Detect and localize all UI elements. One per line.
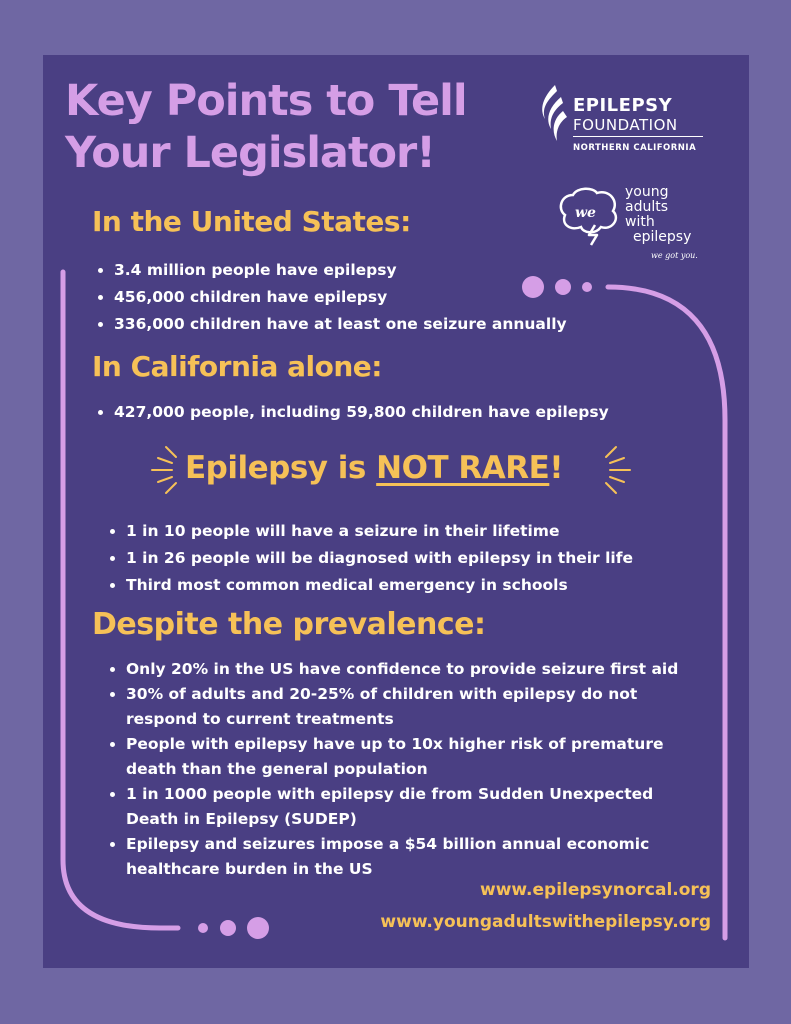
- ya-word-3: with: [625, 214, 655, 230]
- list-item: • 1 in 26 people will be diagnosed with epilepsy in their life: [126, 545, 726, 572]
- title-line-1: Key Points to Tell: [65, 76, 467, 126]
- not-rare-suffix: !: [549, 450, 563, 486]
- list-item: • 336,000 children have at least one seizure annually: [114, 311, 734, 338]
- burst-left-icon: [152, 447, 176, 493]
- heading-despite: Despite the prevalence:: [92, 607, 486, 642]
- ya-tagline: we got you.: [651, 251, 698, 260]
- list-california: [92, 399, 734, 426]
- burst-right-icon: [606, 447, 630, 493]
- list-despite: [104, 657, 706, 882]
- ya-word-2: adults: [625, 199, 669, 215]
- list-united-states: [92, 257, 734, 338]
- title-line-2: Your Legislator!: [65, 128, 435, 178]
- list-item: • 3.4 million people have epilepsy: [114, 257, 734, 284]
- brain-icon: [555, 185, 623, 247]
- list-item: • Third most common medical emergency in schools: [126, 572, 726, 599]
- ya-word-1: young: [625, 184, 669, 200]
- link-epilepsy-norcal[interactable]: www.epilepsynorcal.org: [480, 880, 711, 900]
- heading-united-states: In the United States:: [92, 205, 411, 238]
- list-item: • 427,000 people, including 59,800 children have epilepsy: [114, 399, 734, 426]
- ef-region: NORTHERN CALIFORNIA: [573, 143, 697, 153]
- list-not-rare: [104, 518, 726, 599]
- ef-subname: FOUNDATION: [573, 116, 678, 134]
- ef-name: EPILEPSY: [573, 95, 673, 116]
- dot-bottom-small: [198, 923, 208, 933]
- ya-word-4: epilepsy: [633, 229, 692, 245]
- list-item: • 30% of adults and 20-25% of children with epilepsy do not respond to current treatments: [126, 682, 706, 732]
- list-item: • People with epilepsy have up to 10x higher risk of premature death than the general population: [126, 732, 706, 782]
- dot-bottom-large: [247, 917, 269, 939]
- list-item: • Only 20% in the US have confidence to provide seizure first aid: [126, 657, 706, 682]
- list-item: • 1 in 10 people will have a seizure in their lifetime: [126, 518, 726, 545]
- ya-wordmark: [625, 185, 691, 245]
- dot-bottom-medium: [220, 920, 236, 936]
- epilepsy-foundation-logo: [535, 83, 715, 163]
- not-rare-callout: [185, 450, 563, 486]
- list-item: • 456,000 children have epilepsy: [114, 284, 734, 311]
- heading-california: In California alone:: [92, 350, 382, 383]
- not-rare-prefix: Epilepsy is: [185, 450, 377, 486]
- ya-badge: we: [575, 205, 596, 221]
- ef-divider: [573, 136, 703, 137]
- link-young-adults[interactable]: www.youngadultswithepilepsy.org: [380, 912, 711, 932]
- flame-icon: [535, 83, 569, 145]
- list-item: • 1 in 1000 people with epilepsy die from Sudden Unexpected Death in Epilepsy (SUDEP): [126, 782, 706, 832]
- page-title: [65, 75, 467, 179]
- not-rare-emphasis: NOT RARE: [376, 450, 550, 486]
- list-item: • Epilepsy and seizures impose a $54 billion annual economic healthcare burden in the US: [126, 832, 706, 882]
